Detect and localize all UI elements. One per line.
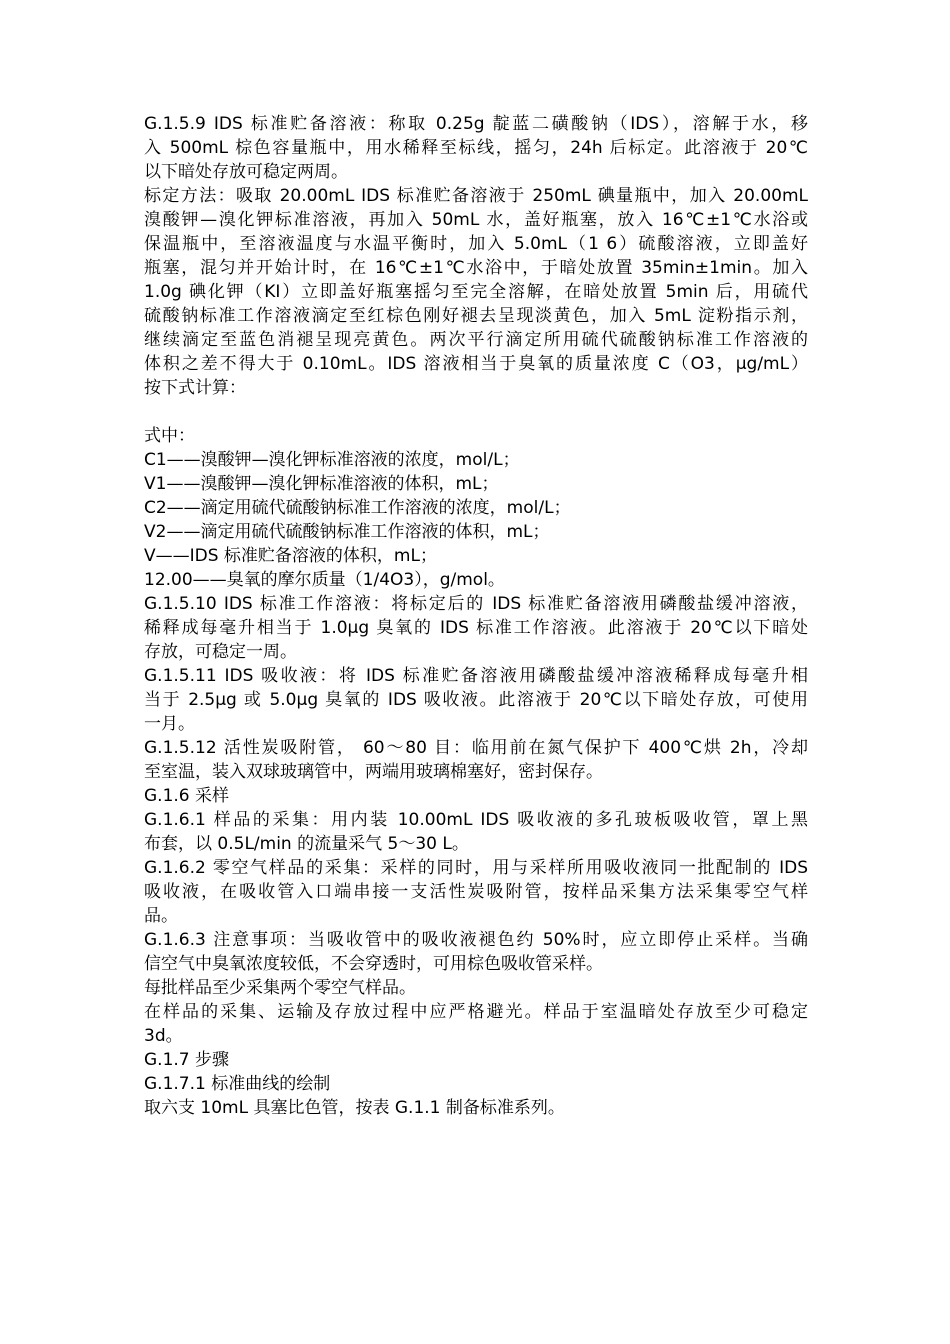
- text-line: 3d。: [144, 1026, 183, 1046]
- text-line: C2——滴定用硫代硫酸钠标准工作溶液的浓度，mol/L；: [144, 498, 571, 518]
- text-line: G.1.6.2 零空气样品的采集：采样的同时，用与采样所用吸收液同一批配制的 IDS: [144, 858, 808, 878]
- text-line: G.1.7.1 标准曲线的绘制: [144, 1074, 331, 1094]
- text-line: 溴酸钾—溴化钾标准溶液，再加入 50mL 水，盖好瓶塞，放入 16℃±1℃水浴或: [144, 210, 808, 230]
- text-line: 按下式计算：: [144, 378, 246, 398]
- document-body: [144, 112, 808, 1120]
- text-line: G.1.5.11 IDS 吸收液：将 IDS 标准贮备溶液用磷酸盐缓冲溶液稀释成每毫升相: [144, 666, 808, 686]
- text-line: 稀释成每毫升相当于 1.0μg 臭氧的 IDS 标准工作溶液。此溶液于 20℃以下暗处: [144, 618, 808, 638]
- text-line: G.1.6 采样: [144, 786, 230, 806]
- text-line: V2——滴定用硫代硫酸钠标准工作溶液的体积，mL；: [144, 522, 550, 542]
- text-line: 标定方法：吸取 20.00mL IDS 标准贮备溶液于 250mL 碘量瓶中，加入 20.00mL: [144, 186, 808, 206]
- text-line: C1——溴酸钾—溴化钾标准溶液的浓度，mol/L；: [144, 450, 520, 470]
- text-line: 1.0g 碘化钾（KI）立即盖好瓶塞摇匀至完全溶解，在暗处放置 5min 后，用硫代: [144, 282, 808, 302]
- blank-line: [144, 400, 808, 424]
- text-line: 式中：: [144, 426, 195, 446]
- text-line: G.1.5.10 IDS 标准工作溶液：将标定后的 IDS 标准贮备溶液用磷酸盐缓冲溶液，: [144, 594, 808, 614]
- text-line: G.1.6.3 注意事项：当吸收管中的吸收液褪色约 50%时，应立即停止采样。当确: [144, 930, 808, 950]
- text-line: 取六支 10mL 具塞比色管，按表 G.1.1 制备标准系列。: [144, 1098, 565, 1118]
- text-line: G.1.6.1 样品的采集：用内装 10.00mL IDS 吸收液的多孔玻板吸收管，罩上黑: [144, 810, 808, 830]
- text-line: 存放，可稳定一周。: [144, 642, 297, 662]
- text-line: G.1.5.9 IDS 标准贮备溶液：称取 0.25g 靛蓝二磺酸钠（IDS），溶解于水，移: [144, 114, 808, 134]
- text-line: 以下暗处存放可稳定两周。: [144, 162, 348, 182]
- text-line: 瓶塞，混匀并开始计时，在 16℃±1℃水浴中，于暗处放置 35min±1min。加入: [144, 258, 808, 278]
- text-line: 继续滴定至蓝色消褪呈现亮黄色。两次平行滴定所用硫代硫酸钠标准工作溶液的: [144, 330, 808, 350]
- text-line: 当于 2.5μg 或 5.0μg 臭氧的 IDS 吸收液。此溶液于 20℃以下暗处存放，可使用: [144, 690, 808, 710]
- text-line: 在样品的采集、运输及存放过程中应严格避光。样品于室温暗处存放至少可稳定: [144, 1002, 808, 1022]
- text-line: 至室温，装入双球玻璃管中，两端用玻璃棉塞好，密封保存。: [144, 762, 603, 782]
- text-line: 体积之差不得大于 0.10mL。IDS 溶液相当于臭氧的质量浓度 C（O3，μg/mL）: [144, 354, 808, 374]
- text-line: V1——溴酸钾—溴化钾标准溶液的体积，mL；: [144, 474, 499, 494]
- text-line: 每批样品至少采集两个零空气样品。: [144, 978, 416, 998]
- text-line: 信空气中臭氧浓度较低，不会穿透时，可用棕色吸收管采样。: [144, 954, 603, 974]
- text-line: V——IDS 标准贮备溶液的体积，mL；: [144, 546, 437, 566]
- text-line: G.1.7 步骤: [144, 1050, 230, 1070]
- text-line: G.1.5.12 活性炭吸附管， 60～80 目：临用前在氮气保护下 400℃烘 2h，冷却: [144, 738, 808, 758]
- text-line: 品。: [144, 906, 178, 926]
- text-line: 布套，以 0.5L/min 的流量采气 5～30 L。: [144, 834, 469, 854]
- text-line: 12.00——臭氧的摩尔质量（1/4O3），g/mol。: [144, 570, 505, 590]
- text-line: 一月。: [144, 714, 195, 734]
- text-line: 硫酸钠标准工作溶液滴定至红棕色刚好褪去呈现淡黄色，加入 5mL 淀粉指示剂，: [144, 306, 808, 326]
- text-line: 吸收液，在吸收管入口端串接一支活性炭吸附管，按样品采集方法采集零空气样: [144, 882, 808, 902]
- text-line: 保温瓶中，至溶液温度与水温平衡时，加入 5.0mL（1 6）硫酸溶液，立即盖好: [144, 234, 808, 254]
- text-line: 入 500mL 棕色容量瓶中，用水稀释至标线，摇匀，24h 后标定。此溶液于 20℃: [144, 138, 808, 158]
